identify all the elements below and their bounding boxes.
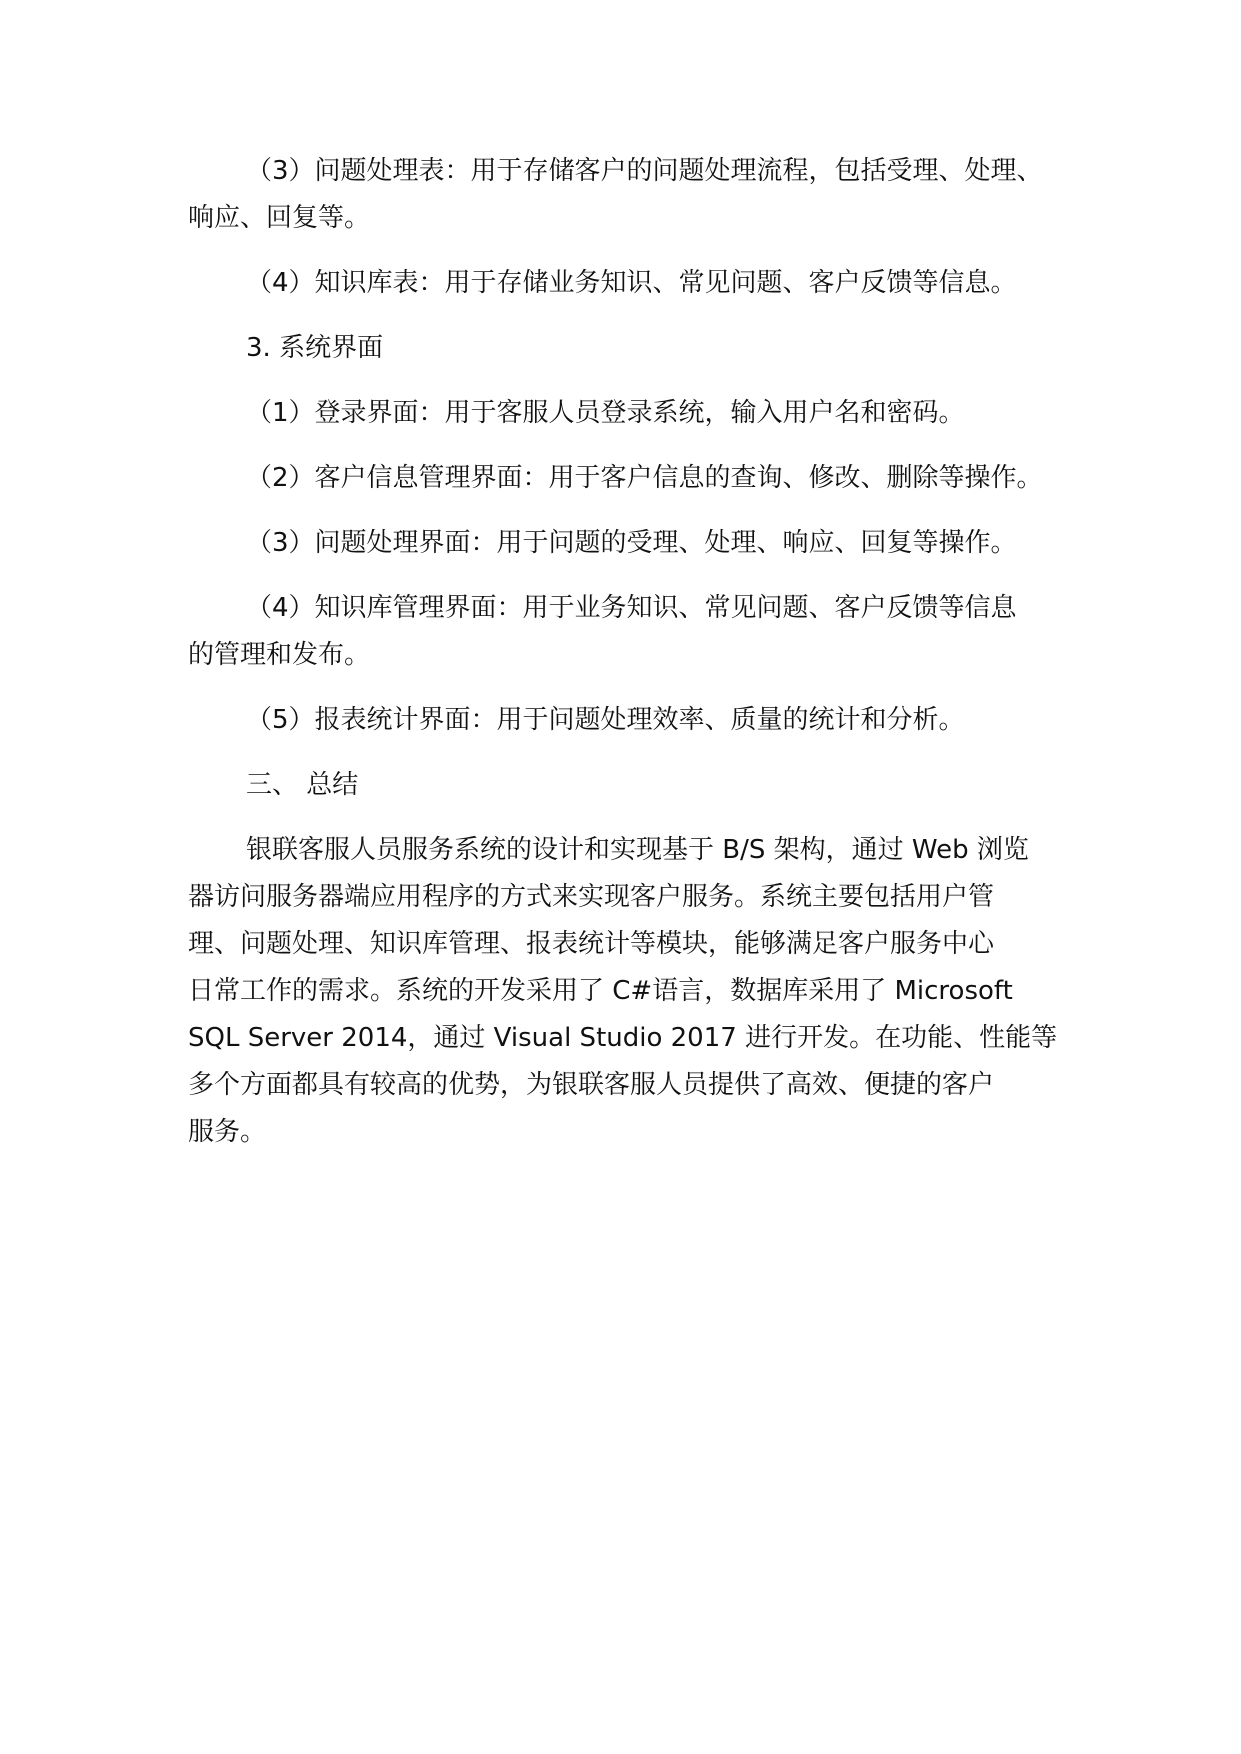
paragraph-line: 响应、回复等。	[188, 203, 371, 233]
paragraph-line: （3）问题处理界面：用于问题的受理、处理、响应、回复等操作。	[246, 528, 1017, 558]
paragraph-knowledge-interface	[188, 585, 1068, 679]
paragraph-line: （3）问题处理表：用于存储客户的问题处理流程，包括受理、处理、	[246, 156, 1043, 186]
paragraph-line: 理、问题处理、知识库管理、报表统计等模块，能够满足客户服务中心	[188, 929, 995, 959]
paragraph-report-interface	[188, 697, 1068, 744]
document-body	[188, 148, 1068, 1156]
paragraph-line: 服务。	[188, 1117, 267, 1147]
paragraph-line: （4）知识库管理界面：用于业务知识、常见问题、客户反馈等信息	[246, 593, 1017, 623]
heading-line: 3. 系统界面	[246, 333, 384, 363]
heading-line: 三、 总结	[246, 770, 359, 800]
paragraph-problem-interface	[188, 520, 1068, 567]
paragraph-line: （4）知识库表：用于存储业务知识、常见问题、客户反馈等信息。	[246, 268, 1017, 298]
paragraph-customer-info-interface	[188, 455, 1068, 502]
paragraph-login-interface	[188, 390, 1068, 437]
paragraph-line: SQL Server 2014，通过 Visual Studio 2017 进行开发。在功能、性能等	[188, 1023, 1058, 1053]
paragraph-line: 的管理和发布。	[188, 640, 371, 670]
paragraph-line: （1）登录界面：用于客服人员登录系统，输入用户名和密码。	[246, 398, 965, 428]
paragraph-line: 器访问服务器端应用程序的方式来实现客户服务。系统主要包括用户管	[188, 882, 995, 912]
paragraph-line: 日常工作的需求。系统的开发采用了 C#语言，数据库采用了 Microsoft	[188, 976, 1013, 1006]
paragraph-line: 银联客服人员服务系统的设计和实现基于 B/S 架构，通过 Web 浏览	[246, 835, 1029, 865]
paragraph-line: 多个方面都具有较高的优势，为银联客服人员提供了高效、便捷的客户	[188, 1070, 995, 1100]
paragraph-problem-table	[188, 148, 1068, 242]
paragraph-knowledge-table	[188, 260, 1068, 307]
paragraph-line: （2）客户信息管理界面：用于客户信息的查询、修改、删除等操作。	[246, 463, 1043, 493]
section-heading-system-interface	[188, 325, 1068, 372]
section-heading-summary	[188, 762, 1068, 809]
paragraph-line: （5）报表统计界面：用于问题处理效率、质量的统计和分析。	[246, 705, 965, 735]
paragraph-summary	[188, 827, 1068, 1156]
